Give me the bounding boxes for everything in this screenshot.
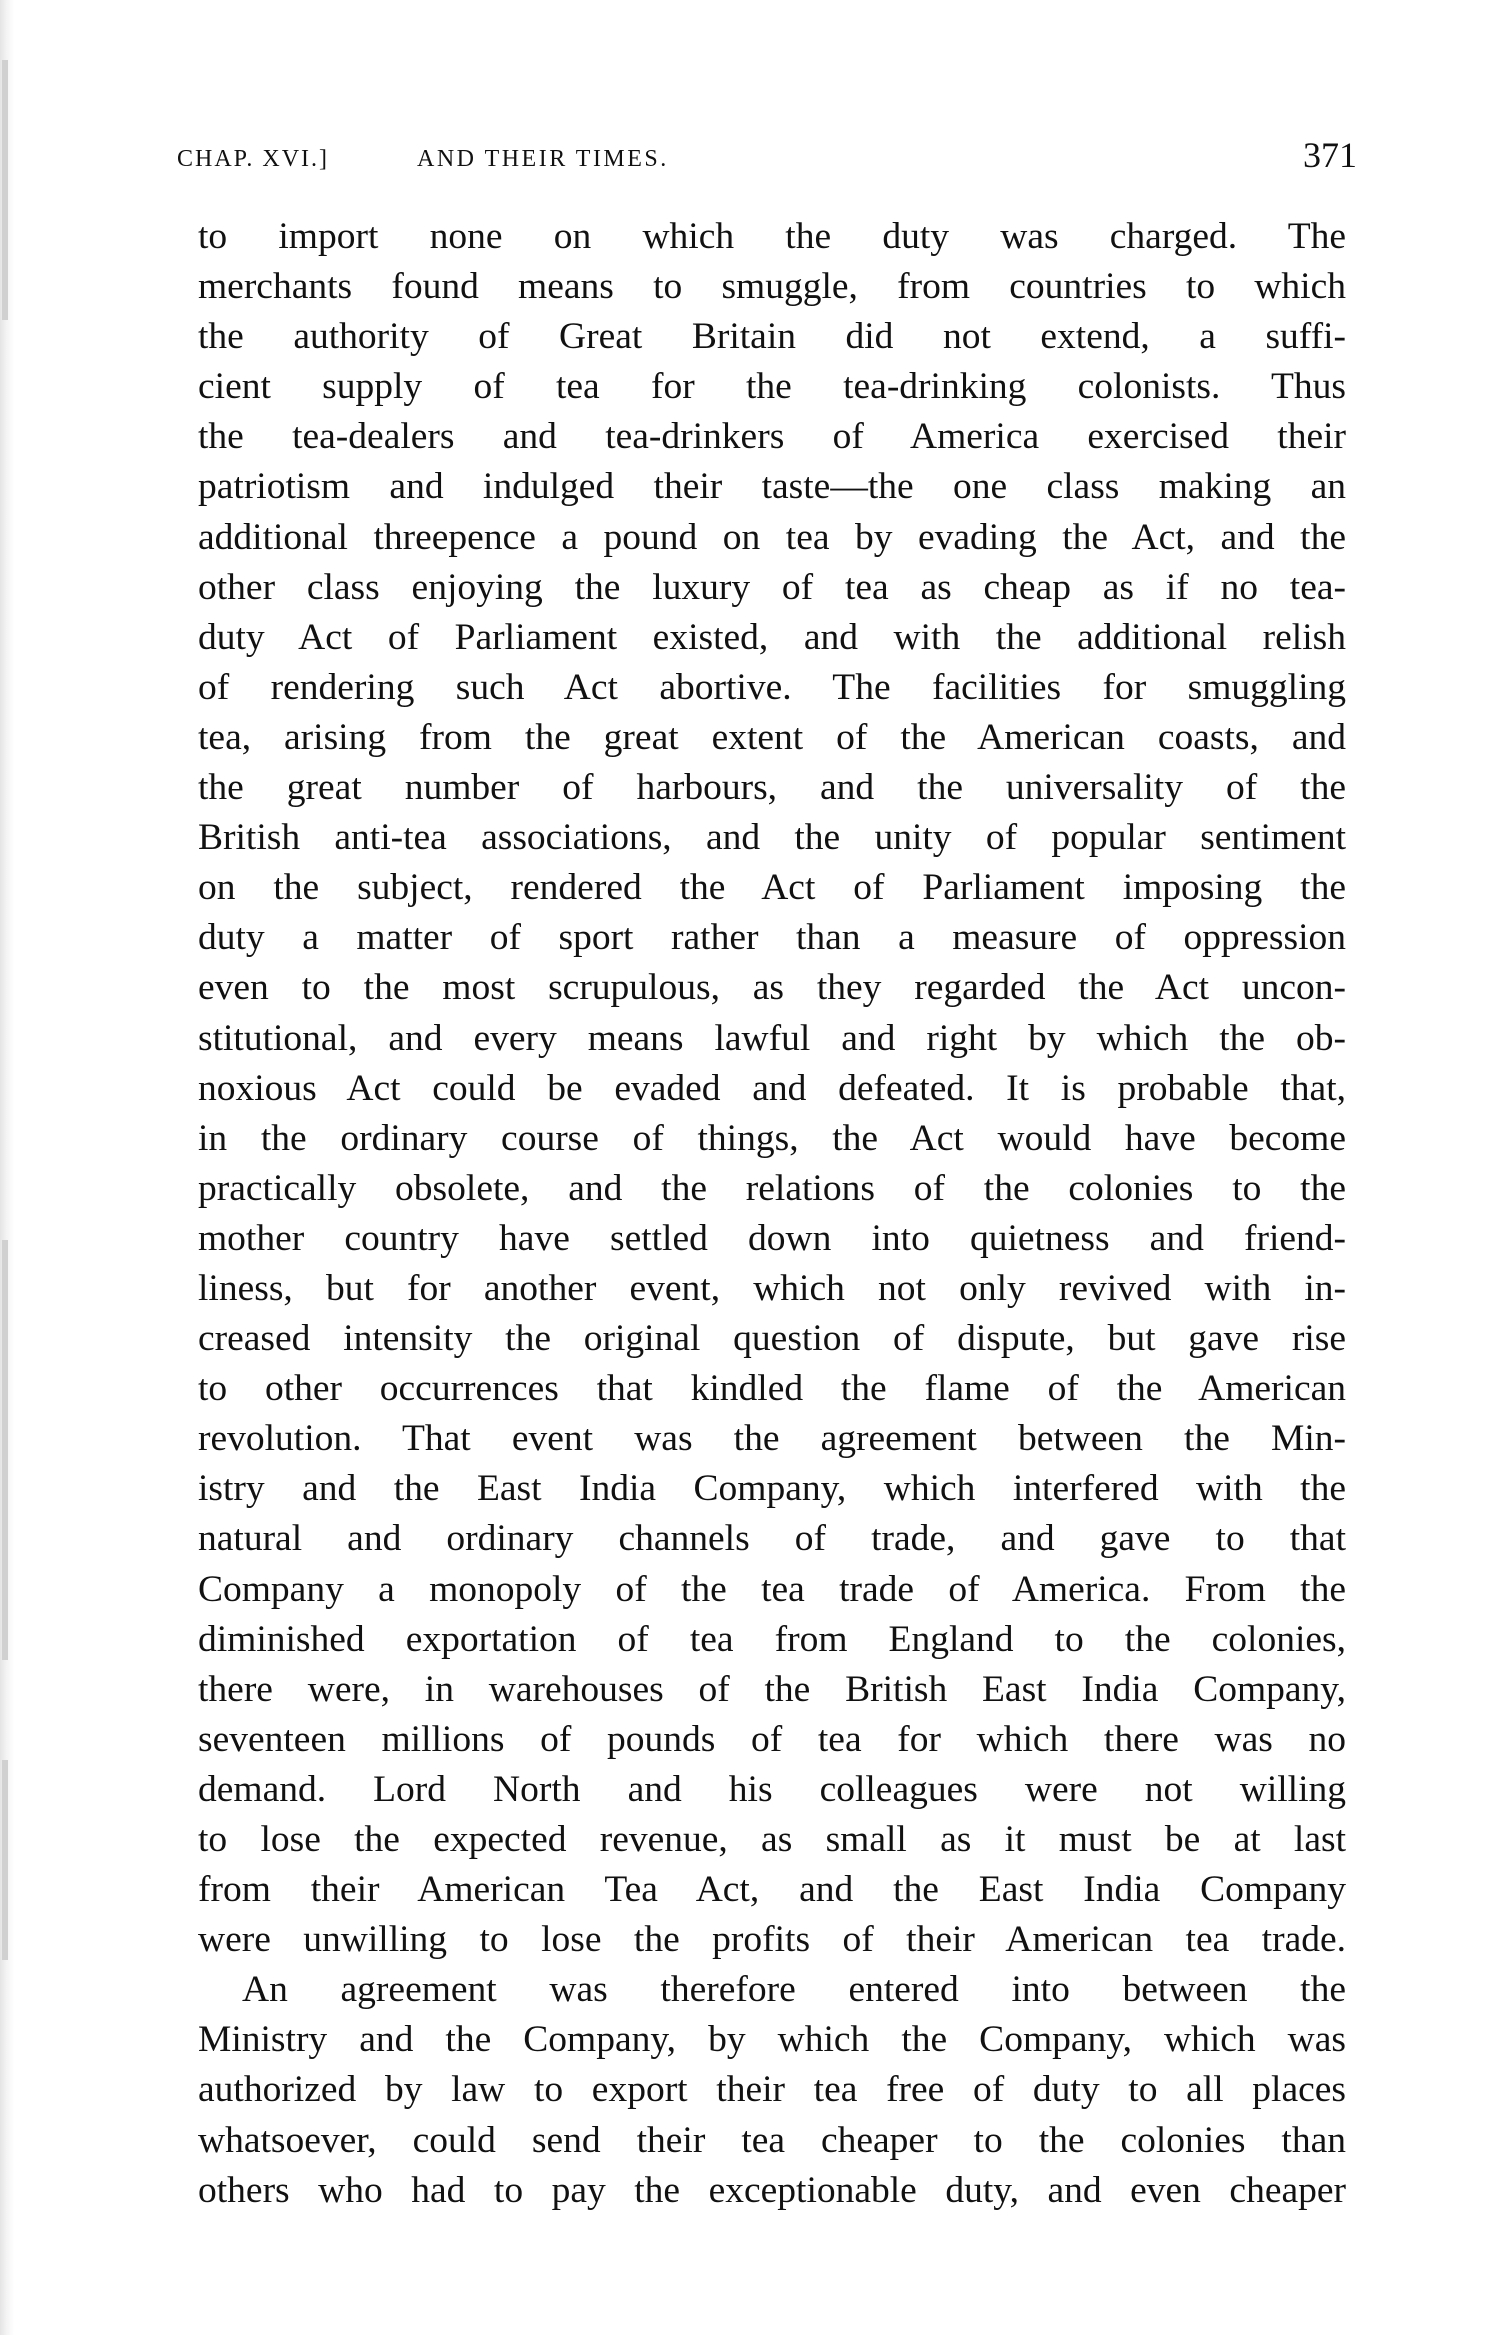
text-line: merchants found means to smuggle, from countries to which	[198, 266, 1346, 308]
text-line: tea, arising from the great extent of the American coasts, and	[198, 716, 1346, 758]
text-line: the great number of harbours, and the universality of the	[198, 767, 1346, 809]
text-line: to lose the expected revenue, as small as it must be at last	[198, 1819, 1346, 1860]
running-head	[177, 134, 1357, 194]
text-line: revolution. That event was the agreement between the Min-	[198, 1418, 1346, 1460]
text-line: demand. Lord North and his colleagues were not willing	[198, 1768, 1346, 1810]
text-line: seventeen millions of pounds of tea for which there was no	[198, 1718, 1346, 1760]
text-line: cient supply of tea for the tea-drinking colonists. Thus	[198, 366, 1346, 408]
text-line: natural and ordinary channels of trade, and gave to that	[198, 1518, 1346, 1560]
text-line: the authority of Great Britain did not extend, a suffi-	[198, 316, 1346, 358]
text-line: from their American Tea Act, and the East India Company	[198, 1869, 1346, 1911]
running-title: AND THEIR TIMES.	[417, 146, 669, 172]
text-line: to import none on which the duty was charged. The	[198, 216, 1346, 257]
scan-edge-shadow	[2, 60, 8, 320]
text-line: diminished exportation of tea from England to the colonies,	[198, 1618, 1346, 1660]
scan-edge-shadow	[2, 1760, 8, 1960]
text-line: noxious Act could be evaded and defeated. It is probable that,	[198, 1067, 1346, 1109]
text-line: on the subject, rendered the Act of Parliament imposing the	[198, 867, 1346, 909]
text-line: authorized by law to export their tea free of duty to all places	[198, 2069, 1346, 2111]
text-line: additional threepence a pound on tea by evading the Act, and the	[198, 516, 1346, 558]
text-line: mother country have settled down into quietness and friend-	[198, 1217, 1346, 1259]
text-line: there were, in warehouses of the British East India Company,	[198, 1668, 1346, 1710]
text-line: whatsoever, could send their tea cheaper to the colonies than	[198, 2119, 1346, 2161]
text-line: Ministry and the Company, by which the Company, which was	[198, 2019, 1346, 2061]
text-line: practically obsolete, and the relations of the colonies to the	[198, 1167, 1346, 1209]
text-line: other class enjoying the luxury of tea as cheap as if no tea-	[198, 566, 1346, 608]
paragraph	[198, 1965, 1346, 2215]
scan-edge	[0, 0, 14, 2335]
text-line: of rendering such Act abortive. The facilities for smuggling	[198, 666, 1346, 708]
text-line: to other occurrences that kindled the flame of the American	[198, 1368, 1346, 1410]
paragraph	[198, 212, 1346, 1965]
text-line: duty a matter of sport rather than a measure of oppression	[198, 917, 1346, 959]
text-line: the tea-dealers and tea-drinkers of America exercised their	[198, 416, 1346, 458]
text-line: liness, but for another event, which not only revived with in-	[198, 1267, 1346, 1309]
chapter-label: CHAP. XVI.]	[177, 146, 330, 172]
text-line: British anti-tea associations, and the unity of popular sentiment	[198, 817, 1346, 859]
text-line: even to the most scrupulous, as they regarded the Act uncon-	[198, 967, 1346, 1009]
page-body	[198, 212, 1346, 2216]
text-line: in the ordinary course of things, the Act would have become	[198, 1117, 1346, 1159]
page-number: 371	[1303, 135, 1357, 175]
text-line: duty Act of Parliament existed, and with the additional relish	[198, 616, 1346, 658]
text-line: others who had to pay the exceptionable duty, and even cheaper	[198, 2169, 1346, 2211]
text-line: istry and the East India Company, which interfered with the	[198, 1468, 1346, 1510]
text-line: An agreement was therefore entered into between the	[242, 1969, 1346, 2011]
text-line: patriotism and indulged their taste—the one class making an	[198, 466, 1346, 508]
text-line: creased intensity the original question of dispute, but gave rise	[198, 1318, 1346, 1360]
text-line: stitutional, and every means lawful and right by which the ob-	[198, 1017, 1346, 1059]
scan-edge-shadow	[2, 1240, 8, 1660]
text-line: were unwilling to lose the profits of their American tea trade.	[198, 1919, 1346, 1961]
text-line: Company a monopoly of the tea trade of America. From the	[198, 1568, 1346, 1610]
